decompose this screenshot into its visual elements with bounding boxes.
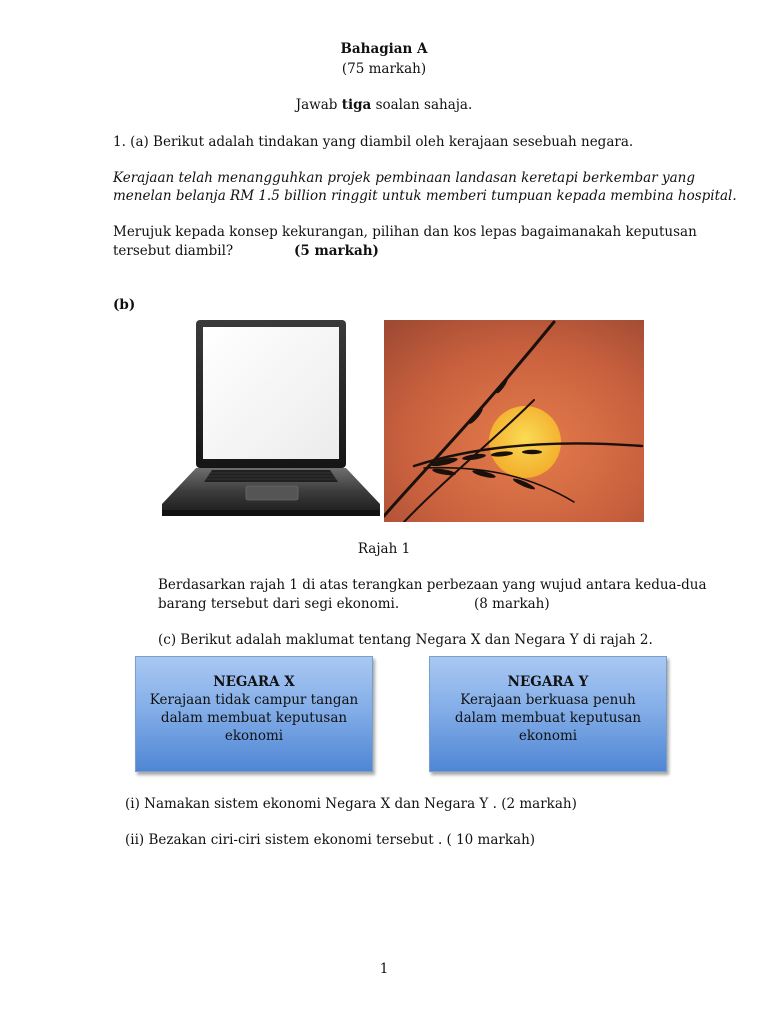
q1c-intro: (c) Berikut adalah maklumat tentang Negara X dan Negara Y di rajah 2.	[158, 632, 653, 648]
box-negara-x-title: NEGARA X	[213, 674, 295, 690]
instruction-emphasis: tiga	[341, 97, 372, 113]
laptop-image	[160, 318, 382, 520]
q1b-question-line1: Berdasarkan rajah 1 di atas terangkan perbezaan yang wujud antara kedua-dua	[158, 577, 707, 593]
section-marks: (75 markah)	[341, 61, 427, 77]
laptop-screen	[203, 327, 339, 459]
page-number: 1	[379, 961, 389, 977]
q1b-question-line2: barang tersebut dari segi ekonomi.	[158, 596, 400, 612]
box-negara-x-line1: Kerajaan tidak campur tangan	[149, 692, 359, 708]
figure-caption: Rajah 1	[357, 541, 411, 557]
q1a-question-line1: Merujuk kepada konsep kekurangan, pilihan dan kos lepas bagaimanakah keputusan	[113, 224, 697, 240]
q1a-intro: 1. (a) Berikut adalah tindakan yang diambil oleh kerajaan sesebuah negara.	[113, 134, 634, 150]
box-negara-x	[135, 656, 373, 772]
box-negara-y	[429, 656, 667, 772]
q1a-marks: (5 markah)	[294, 243, 379, 259]
q1b-label: (b)	[113, 297, 136, 313]
box-negara-y-line2: dalam membuat keputusan	[454, 710, 642, 726]
instruction	[0, 97, 768, 113]
section-title: Bahagian A	[340, 41, 428, 57]
box-negara-y-title: NEGARA Y	[507, 674, 589, 690]
box-negara-x-line3: ekonomi	[224, 728, 284, 744]
q1a-quote-line1: Kerajaan telah menangguhkan projek pembinaan landasan keretapi berkembar yang	[113, 170, 695, 186]
sunset-grass-image	[384, 320, 644, 522]
box-negara-y-line1: Kerajaan berkuasa penuh	[460, 692, 636, 708]
q1a-quote-line2: menelan belanja RM 1.5 billion ringgit untuk memberi tumpuan kepada membina hospital.	[113, 188, 737, 204]
q1a-question-line2: tersebut diambil?	[113, 243, 234, 259]
laptop-trackpad	[246, 486, 298, 500]
box-negara-y-line3: ekonomi	[518, 728, 578, 744]
q1c-ii: (ii) Bezakan ciri-ciri sistem ekonomi tersebut . ( 10 markah)	[125, 832, 536, 848]
q1c-i: (i) Namakan sistem ekonomi Negara X dan Negara Y . (2 markah)	[125, 796, 577, 812]
box-negara-x-line2: dalam membuat keputusan	[160, 710, 348, 726]
sun	[489, 406, 561, 478]
instruction-post: soalan sahaja.	[371, 97, 473, 113]
instruction-pre: Jawab	[295, 97, 342, 113]
q1b-marks: (8 markah)	[474, 596, 550, 612]
